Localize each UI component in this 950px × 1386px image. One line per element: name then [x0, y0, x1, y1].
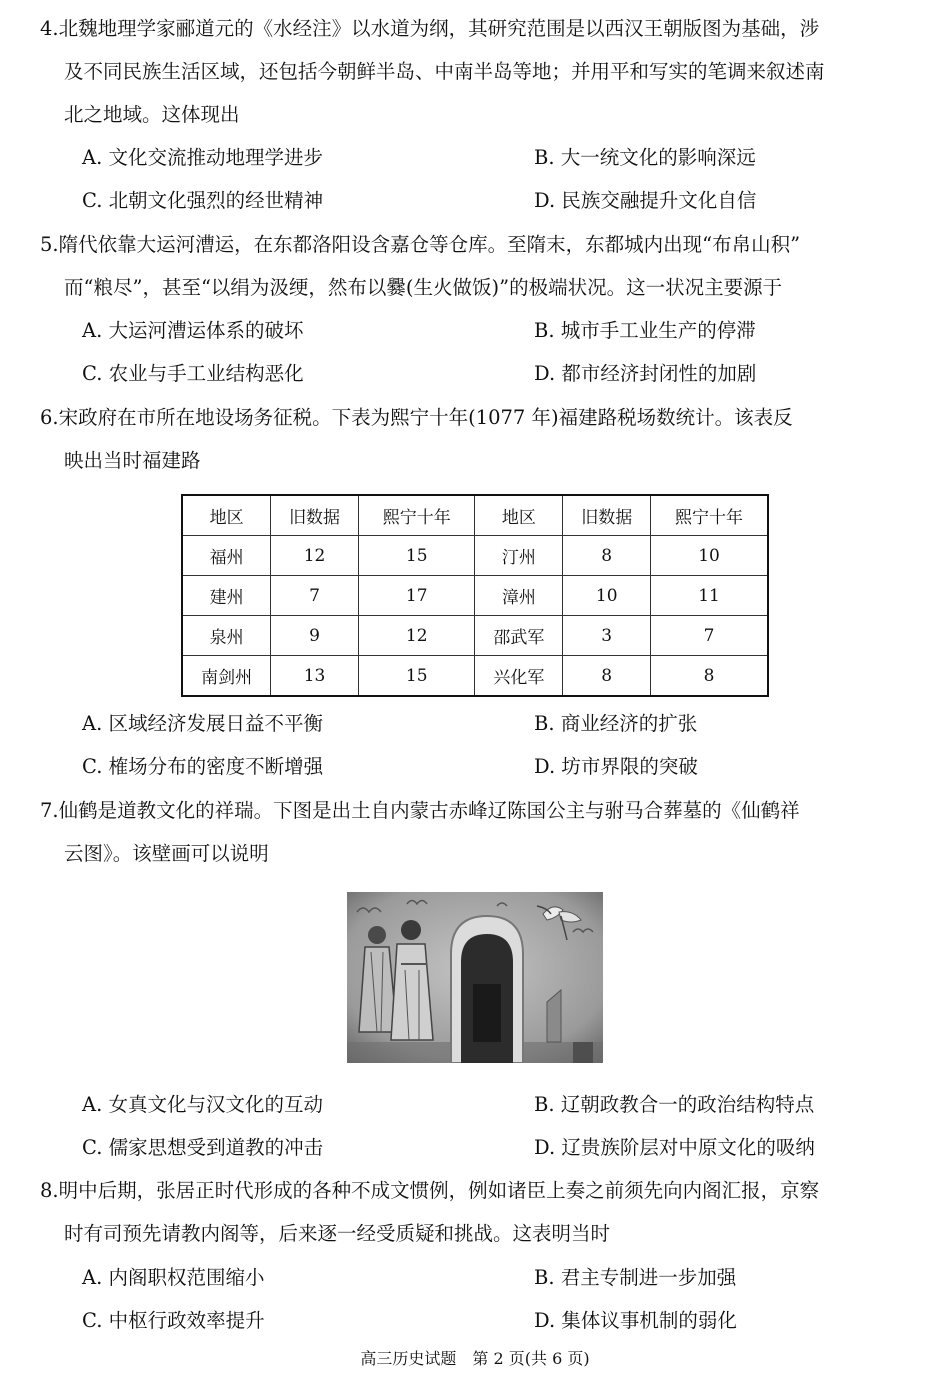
header-cell: 旧数据 — [563, 495, 651, 536]
option-d[interactable]: D. 都市经济封闭性的加剧 — [534, 362, 757, 385]
table-cell: 11 — [651, 576, 768, 616]
stem-line: 云图》。该壁画可以说明 — [64, 842, 269, 865]
option-b[interactable]: B. 城市手工业生产的停滞 — [534, 319, 756, 342]
table-cell: 12 — [358, 616, 475, 656]
question-7-stem — [40, 789, 915, 875]
table-cell: 邵武军 — [475, 616, 563, 656]
option-c[interactable]: C. 儒家思想受到道教的冲击 — [82, 1136, 324, 1159]
table-cell: 15 — [358, 656, 475, 697]
crane-mural-image — [347, 892, 603, 1063]
option-b[interactable]: B. 君主专制进一步加强 — [534, 1266, 737, 1289]
stem-line: 及不同民族生活区域，还包括今朝鲜半岛、中南半岛等地；并用平和写实的笔调来叙述南 — [64, 60, 825, 83]
header-cell: 熙宁十年 — [651, 495, 768, 536]
option-d[interactable]: D. 辽贵族阶层对中原文化的吸纳 — [534, 1136, 815, 1159]
table-row — [182, 656, 768, 697]
option-b[interactable]: B. 大一统文化的影响深远 — [534, 146, 756, 169]
option-c[interactable]: C. 中枢行政效率提升 — [82, 1309, 265, 1332]
page-footer: 高三历史试题 第 2 页(共 6 页) — [360, 1349, 590, 1368]
table-cell: 13 — [271, 656, 359, 697]
option-d[interactable]: D. 坊市界限的突破 — [534, 755, 698, 778]
table-cell: 8 — [563, 656, 651, 697]
table-header-row — [182, 495, 768, 536]
question-8-options — [82, 1256, 912, 1342]
stem-line: 4.北魏地理学家郦道元的《水经注》以水道为纲，其研究范围是以西汉王朝版图为基础，涉 — [40, 17, 820, 40]
table-cell: 17 — [358, 576, 475, 616]
table-cell: 兴化军 — [475, 656, 563, 697]
table-cell: 3 — [563, 616, 651, 656]
table-cell: 泉州 — [182, 616, 271, 656]
option-c[interactable]: C. 北朝文化强烈的经世精神 — [82, 189, 324, 212]
question-6-options — [82, 702, 912, 788]
question-5-stem — [40, 223, 915, 309]
header-cell: 地区 — [182, 495, 271, 536]
stem-line: 而“粮尽”，甚至“以绢为汲绠，然布以爨(生火做饭)”的极端状况。这一状况主要源于 — [64, 276, 783, 299]
table-cell: 8 — [651, 656, 768, 697]
header-cell: 旧数据 — [271, 495, 359, 536]
table-row — [182, 576, 768, 616]
question-7-options — [82, 1083, 912, 1169]
table-cell: 7 — [651, 616, 768, 656]
table-cell: 漳州 — [475, 576, 563, 616]
option-d[interactable]: D. 民族交融提升文化自信 — [534, 189, 757, 212]
option-c[interactable]: C. 榷场分布的密度不断增强 — [82, 755, 324, 778]
table-cell: 12 — [271, 536, 359, 576]
option-a[interactable]: A. 大运河漕运体系的破坏 — [82, 319, 304, 342]
table-row — [182, 616, 768, 656]
table-cell: 10 — [563, 576, 651, 616]
option-a[interactable]: A. 女真文化与汉文化的互动 — [82, 1093, 323, 1116]
stem-line: 6.宋政府在市所在地设场务征税。下表为熙宁十年(1077 年)福建路税场数统计。该表反 — [40, 406, 793, 429]
table-cell: 8 — [563, 536, 651, 576]
stem-line: 映出当时福建路 — [64, 449, 201, 472]
option-b[interactable]: B. 商业经济的扩张 — [534, 712, 698, 735]
table-cell: 南剑州 — [182, 656, 271, 697]
table-cell: 9 — [271, 616, 359, 656]
stem-line: 5.隋代依靠大运河漕运，在东都洛阳设含嘉仓等仓库。至隋末，东都城内出现“布帛山积” — [40, 233, 801, 256]
question-8-stem — [40, 1169, 915, 1255]
question-4-options — [82, 136, 912, 222]
option-d[interactable]: D. 集体议事机制的弱化 — [534, 1309, 737, 1332]
table-cell: 汀州 — [475, 536, 563, 576]
option-c[interactable]: C. 农业与手工业结构恶化 — [82, 362, 304, 385]
stem-line: 7.仙鹤是道教文化的祥瑞。下图是出土自内蒙古赤峰辽陈国公主与驸马合葬墓的《仙鹤祥 — [40, 799, 800, 822]
table-cell: 7 — [271, 576, 359, 616]
stem-line: 时有司预先请教内阁等，后来逐一经受质疑和挑战。这表明当时 — [64, 1222, 611, 1245]
header-cell: 熙宁十年 — [358, 495, 475, 536]
tax-station-table — [181, 494, 769, 697]
header-cell: 地区 — [475, 495, 563, 536]
question-4-stem — [40, 7, 915, 136]
table-row — [182, 536, 768, 576]
option-a[interactable]: A. 文化交流推动地理学进步 — [82, 146, 323, 169]
table-cell: 15 — [358, 536, 475, 576]
table-cell: 建州 — [182, 576, 271, 616]
question-6-stem — [40, 396, 915, 482]
table-cell: 10 — [651, 536, 768, 576]
stem-line: 北之地域。这体现出 — [64, 103, 240, 126]
option-b[interactable]: B. 辽朝政教合一的政治结构特点 — [534, 1093, 815, 1116]
option-a[interactable]: A. 区域经济发展日益不平衡 — [82, 712, 323, 735]
stem-line: 8.明中后期，张居正时代形成的各种不成文惯例，例如诸臣上奏之前须先向内阁汇报，京察 — [40, 1179, 820, 1202]
question-5-options — [82, 309, 912, 395]
option-a[interactable]: A. 内阁职权范围缩小 — [82, 1266, 265, 1289]
table-cell: 福州 — [182, 536, 271, 576]
